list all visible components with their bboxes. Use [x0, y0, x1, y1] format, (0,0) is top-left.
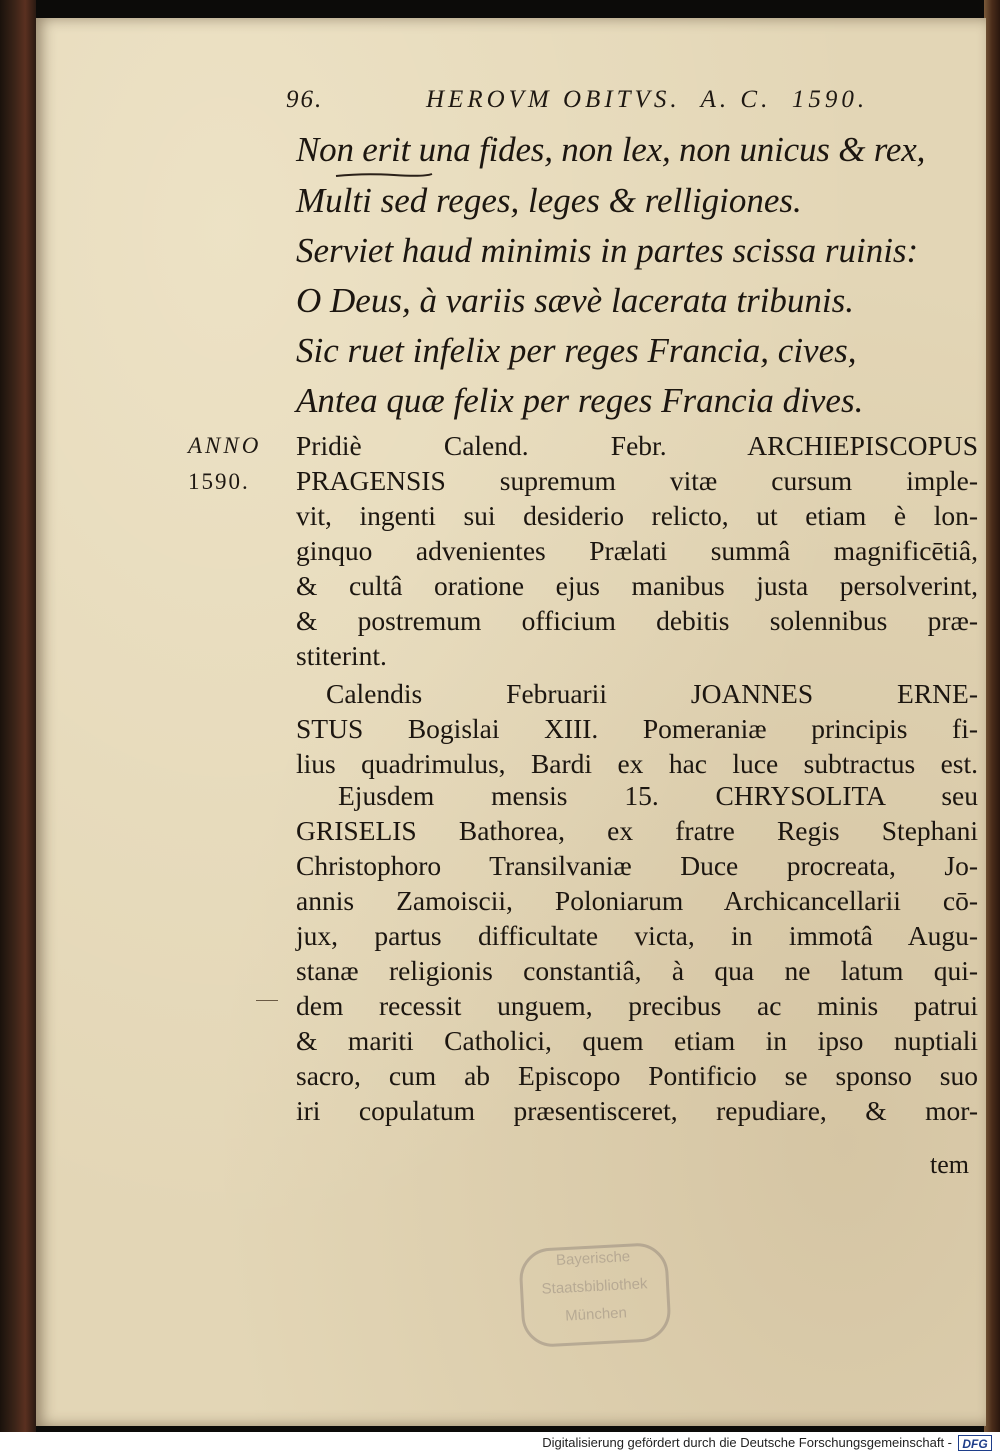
margin-note-year-value: 1590.	[188, 468, 250, 494]
verse-line: Serviet haud minimis in partes scissa ruinis:	[296, 231, 919, 270]
book-edge-right	[984, 0, 1000, 1432]
text-line: STUS Bogislai XIII. Pomeraniæ principis fi-	[296, 713, 978, 744]
verse-line: Antea quæ felix per reges Francia dives.	[296, 381, 864, 420]
text-line: annis Zamoiscii, Poloniarum Archicancellarii cō-	[296, 885, 978, 916]
margin-pen-tick	[256, 1000, 278, 1001]
text-line: iri copulatum præsentisceret, repudiare, & mor-	[296, 1095, 978, 1126]
text-line: lius quadrimulus, Bardi ex hac luce subtractus est.	[296, 748, 978, 779]
running-head-title: HEROVM OBITVS. A. C. 1590.	[426, 86, 869, 113]
page-number: 96.	[286, 86, 324, 113]
paragraph-chrysolita	[296, 778, 978, 1128]
text-line: & postremum officium debitis solennibus præ-	[296, 605, 978, 636]
footer-funding-text: Digitalisierung gefördert durch die Deutsche Forschungsgemeinschaft -	[542, 1435, 952, 1450]
text-line: stanæ religionis constantiâ, à qua ne latum qui-	[296, 955, 978, 986]
text-line: & cultâ oratione ejus manibus justa persolverint,	[296, 570, 978, 601]
text-line: sacro, cum ab Episcopo Pontificio se sponso suo	[296, 1060, 978, 1091]
text-line: & mariti Catholici, quem etiam in ipso nuptiali	[296, 1025, 978, 1056]
text-line: Christophoro Transilvaniæ Duce procreata, Jo-	[296, 850, 978, 881]
footer-bar	[0, 1432, 1000, 1455]
verse-line: Multi sed reges, leges & relligiones.	[296, 181, 802, 220]
text-line: Calendis Februarii JOANNES ERNE-	[326, 678, 978, 709]
stamp-line: München	[564, 1304, 628, 1325]
verse-line: Sic ruet infelix per reges Francia, cives,	[296, 331, 857, 370]
text-line: ginquo advenientes Prælati summâ magnificētiâ,	[296, 535, 978, 566]
text-line: vit, ingenti sui desiderio relicto, ut etiam è lon-	[296, 500, 978, 531]
stamp-line: Bayerische	[555, 1248, 631, 1269]
verse-line: O Deus, à variis sævè lacerata tribunis.	[296, 281, 855, 320]
running-head	[286, 86, 926, 122]
ink-underline-mark	[334, 170, 434, 180]
stamp-line: Staatsbibliothek	[541, 1275, 648, 1298]
book-binding-left	[0, 0, 36, 1432]
text-line: jux, partus difficultate victa, in immotâ Augu-	[296, 920, 978, 951]
paragraph-joannes-ernestus	[296, 676, 978, 781]
text-line: stiterint.	[296, 640, 387, 671]
margin-note-label: ANNO	[188, 433, 262, 458]
text-line: PRAGENSIS supremum vitæ cursum imple-	[296, 465, 978, 496]
text-line: GRISELIS Bathorea, ex fratre Regis Stephani	[296, 815, 978, 846]
dfg-logo: DFG	[958, 1435, 992, 1451]
text-line: Pridiè Calend. Febr. ARCHIEPISCOPUS	[296, 430, 978, 461]
verse-line: Non erit una fides, non lex, non unicus & rex,	[296, 130, 926, 169]
margin-note-year	[188, 428, 261, 499]
text-line: Ejusdem mensis 15. CHRYSOLITA seu	[338, 780, 978, 811]
text-line: dem recessit unguem, precibus ac minis patrui	[296, 990, 978, 1021]
library-stamp	[517, 1241, 672, 1349]
paragraph-archbishop	[296, 428, 978, 673]
catchword: tem	[930, 1150, 969, 1179]
